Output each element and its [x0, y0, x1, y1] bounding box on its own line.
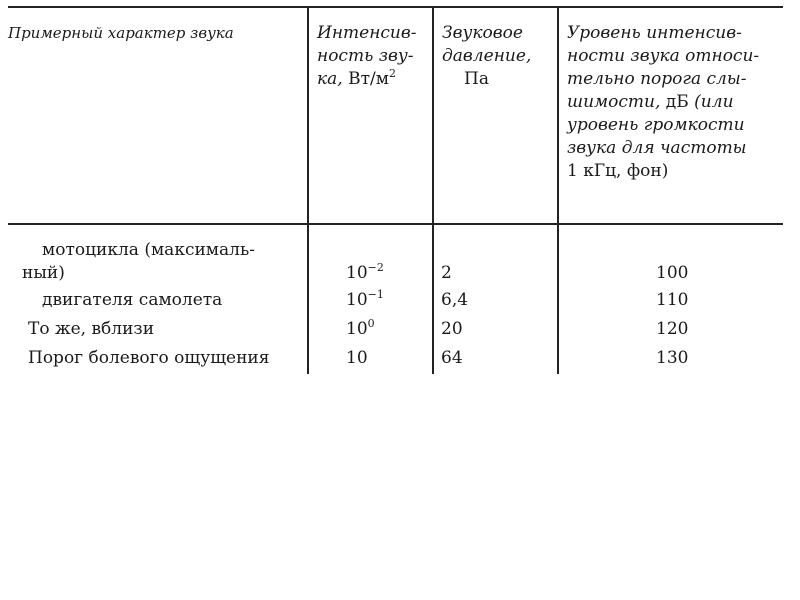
header-pressure-unit: Па — [464, 69, 489, 89]
header-intensity-unit-exp: 2 — [388, 67, 396, 80]
table-row-4-level: 130 — [656, 348, 689, 368]
row-3-intensity-base: 10 — [346, 319, 368, 339]
row-4-intensity-base: 10 — [346, 348, 368, 368]
header-intensity-prefix: ка, — [317, 69, 343, 89]
column-divider-3 — [557, 6, 559, 374]
table-row-2-intensity — [346, 289, 384, 312]
header-level-line-2: ности звука относи- — [567, 46, 760, 66]
header-level-paren: (или — [694, 92, 734, 112]
header-level-line-3: тельно порога слы- — [567, 69, 747, 89]
header-level-unit: дБ — [665, 92, 689, 112]
header-level-freq: 1 кГц, фон) — [567, 161, 669, 181]
header-sound-character — [8, 22, 234, 45]
table-row-3-level: 120 — [656, 319, 689, 339]
row-1-intensity-base: 10 — [346, 263, 368, 283]
row-1-name-line-1: мотоцикла (максималь- — [42, 240, 255, 260]
table-row-4-intensity — [346, 347, 368, 370]
header-bottom-rule — [8, 223, 783, 225]
row-1-name-line-2: ный) — [22, 263, 65, 283]
table-row-4-pressure: 64 — [441, 348, 463, 368]
row-2-intensity-exp: −1 — [367, 288, 384, 301]
table-row-1-intensity — [346, 262, 384, 285]
header-level-prefix: шимости, — [567, 92, 661, 112]
header-level-line-4 — [567, 91, 759, 114]
row-3-intensity-exp: 0 — [367, 317, 375, 330]
header-pressure-line-1: Звуковое — [442, 23, 523, 43]
header-intensity-unit: Вт/м — [348, 69, 389, 89]
table-row-1-level: 100 — [656, 263, 689, 283]
header-intensity — [317, 22, 417, 91]
table-row-1-pressure: 2 — [441, 263, 452, 283]
table-row-2-pressure: 6,4 — [441, 290, 469, 310]
table-row-2-name: двигателя самолета — [42, 290, 223, 310]
header-level-line-5: уровень громкости — [567, 115, 745, 135]
row-1-intensity-exp: −2 — [367, 261, 384, 274]
table-row-1-name — [8, 239, 304, 285]
header-intensity-line-3 — [317, 68, 417, 91]
header-level-line-6: звука для частоты — [567, 138, 747, 158]
header-sound-character-text: Примерный характер звука — [8, 24, 234, 42]
table-row-3-intensity — [346, 318, 375, 341]
header-pressure — [442, 22, 531, 91]
header-pressure-line-2: давление, — [442, 46, 532, 66]
column-divider-1 — [307, 6, 309, 374]
table-top-rule — [8, 6, 783, 8]
row-2-intensity-base: 10 — [346, 290, 368, 310]
table-row-2-level: 110 — [656, 290, 689, 310]
column-divider-2 — [432, 6, 434, 374]
table-row-4-name: Порог болевого ощущения — [28, 348, 270, 368]
header-level — [567, 22, 759, 183]
header-intensity-line-1: Интенсив- — [317, 23, 417, 43]
table-row-3-name: То же, вблизи — [28, 319, 155, 339]
header-intensity-line-2: ность зву- — [317, 46, 414, 66]
table-row-3-pressure: 20 — [441, 319, 463, 339]
header-level-line-1: Уровень интенсив- — [567, 23, 742, 43]
